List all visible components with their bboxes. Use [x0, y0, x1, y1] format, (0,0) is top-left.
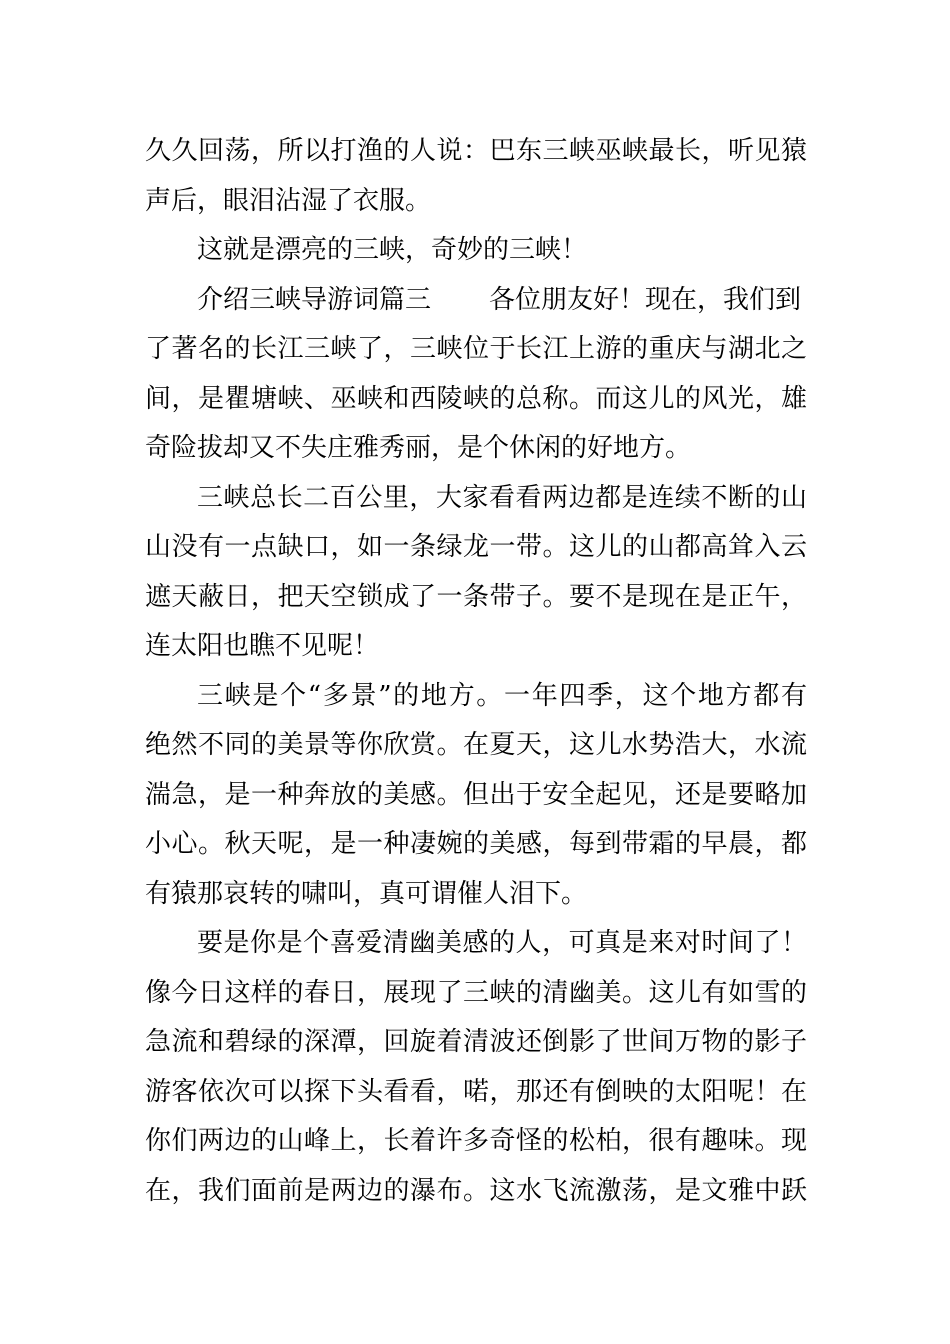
text-line: 三峡是个“多景”的地方。一年四季，这个地方都有: [197, 680, 807, 711]
text-line: 在，我们面前是两边的瀑布。这水飞流激荡，是文雅中跃: [145, 1175, 807, 1206]
text-line: 小心。秋天呢，是一种凄婉的美感，每到带霜的早晨，都: [145, 829, 807, 859]
text-line: 间，是瞿塘峡、巫峡和西陵峡的总称。而这儿的风光，雄: [145, 383, 807, 414]
text-line: 山没有一点缺口，如一条绿龙一带。这儿的山都高耸入云: [145, 532, 807, 562]
text-line: 湍急，是一种奔放的美感。但出于安全起见，还是要略加: [145, 779, 807, 810]
text-line: 遮天蔽日，把天空锁成了一条带子。要不是现在是正午，: [145, 581, 807, 612]
text-line: [145, 276, 807, 326]
text-line: 你们两边的山峰上，长着许多奇怪的松柏，很有趣味。现: [145, 1126, 807, 1156]
text-line: 连太阳也瞧不见呢！: [145, 631, 380, 661]
text-line: 声后，眼泪沾湿了衣服。: [145, 185, 432, 216]
text-line: 像今日这样的春日，展现了三峡的清幽美。这儿有如雪的: [145, 977, 807, 1008]
text-line: 绝然不同的美景等你欣赏。在夏天，这儿水势浩大，水流: [145, 730, 807, 760]
text-line: 久久回荡，所以打渔的人说：巴东三峡巫峡最长，听见猿: [145, 136, 807, 166]
document-body: [145, 127, 807, 1216]
text-segment: 各位朋友好！现在，我们到: [489, 284, 802, 315]
text-line: 这就是漂亮的三峡，奇妙的三峡！: [197, 235, 588, 265]
text-line: 游客依次可以探下头看看，喏，那还有倒映的太阳呢！在: [145, 1076, 807, 1107]
text-line: 急流和碧绿的深潭，回旋着清波还倒影了世间万物的影子: [145, 1027, 807, 1057]
text-line: 要是你是个喜爱清幽美感的人，可真是来对时间了！: [197, 928, 807, 958]
section-heading: 介绍三峡导游词篇三: [197, 284, 432, 315]
text-line: 了著名的长江三峡了，三峡位于长江上游的重庆与湖北之: [145, 334, 807, 364]
text-line: 奇险拔却又不失庄雅秀丽，是个休闲的好地方。: [145, 433, 692, 463]
text-line: 有猿那哀转的啸叫，真可谓催人泪下。: [145, 878, 588, 909]
text-line: 三峡总长二百公里，大家看看两边都是连续不断的山: [197, 482, 807, 513]
